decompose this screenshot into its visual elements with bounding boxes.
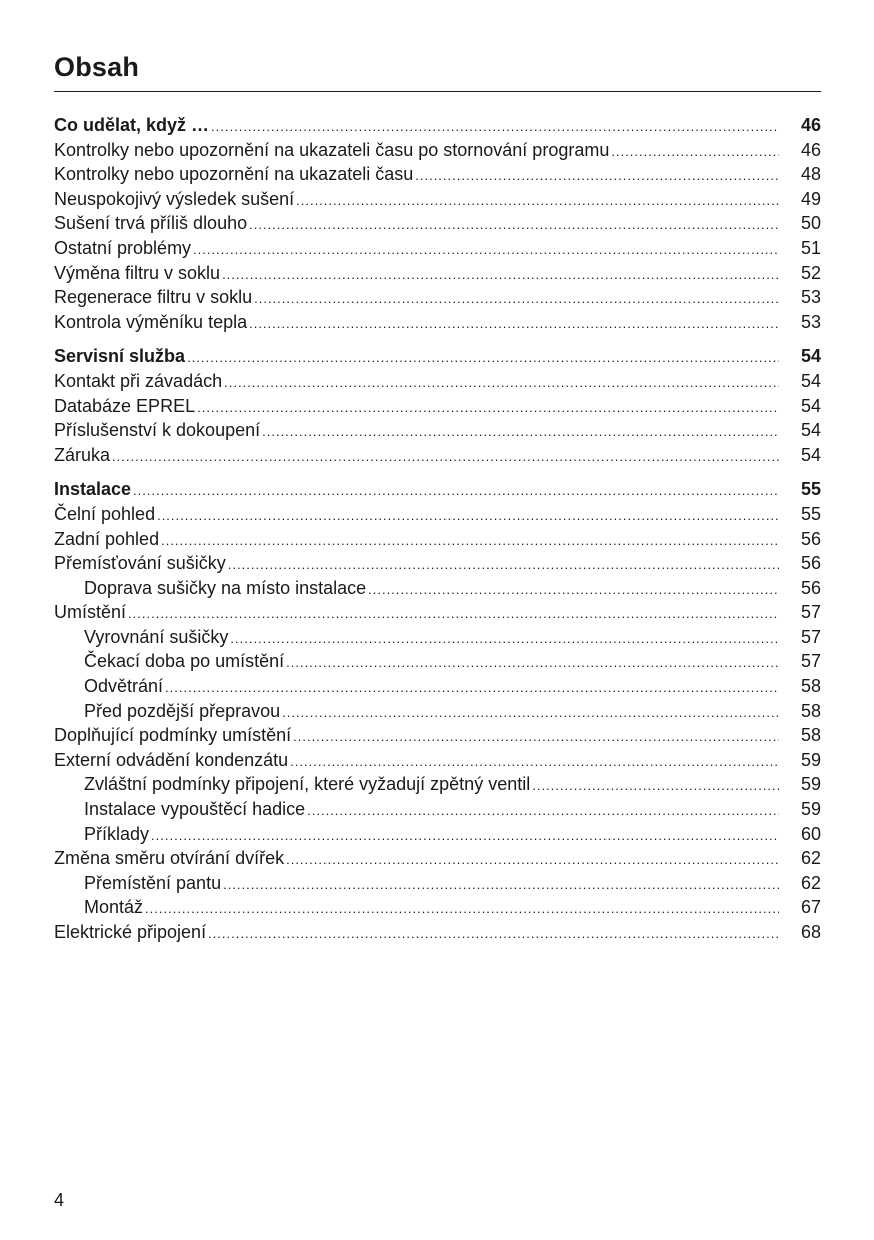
toc-entry[interactable] (54, 418, 821, 443)
toc-section (54, 477, 821, 944)
toc-entry[interactable] (54, 162, 821, 187)
toc-entry-page-number: 53 (800, 287, 821, 308)
toc-chapter-entry[interactable] (54, 477, 821, 502)
toc-entry-label: Instalace vypouštěcí hadice (84, 799, 306, 820)
page-number: 4 (54, 1190, 65, 1210)
dot-leader (368, 578, 779, 603)
toc-chapter-entry[interactable] (54, 344, 821, 369)
toc-entry-label: Doprava sušičky na místo instalace (84, 577, 367, 598)
toc-subentry[interactable] (54, 895, 821, 920)
toc-entry-label: Před pozdější přepravou (84, 700, 281, 721)
toc-chapter-entry[interactable] (54, 113, 821, 138)
toc-entry-label: Přemístění pantu (84, 872, 222, 893)
toc-entry[interactable] (54, 310, 821, 335)
toc-entry-label: Sušení trvá příliš dlouho (54, 213, 248, 234)
toc-entry-label: Záruka (54, 444, 111, 465)
toc-entry[interactable] (54, 846, 821, 871)
dot-leader (151, 824, 779, 849)
toc-entry-page-number: 58 (800, 700, 821, 721)
title-divider (54, 91, 821, 92)
toc-entry-page-number: 58 (800, 725, 821, 746)
toc-entry-label: Elektrické připojení (54, 922, 207, 942)
toc-entry[interactable] (54, 920, 821, 945)
toc-entry[interactable] (54, 261, 821, 286)
toc-entry[interactable] (54, 723, 821, 748)
toc-entry-label: Databáze EPREL (54, 395, 196, 416)
toc-entry-page-number: 57 (800, 626, 821, 647)
table-of-contents (54, 113, 821, 955)
dot-leader (187, 346, 779, 371)
toc-entry-page-number: 54 (800, 346, 821, 367)
toc-entry-label: Čelní pohled (54, 503, 156, 524)
toc-entry-label: Kontakt při závadách (54, 370, 223, 391)
toc-subentry[interactable] (54, 772, 821, 797)
dot-leader (228, 553, 779, 578)
toc-entry-page-number: 46 (800, 115, 821, 135)
toc-section (54, 344, 821, 467)
toc-entry-page-number: 59 (800, 749, 821, 770)
toc-entry-page-number: 56 (800, 528, 821, 549)
toc-subentry[interactable] (54, 576, 821, 601)
toc-entry[interactable] (54, 551, 821, 576)
toc-subentry[interactable] (54, 797, 821, 822)
toc-entry-label: Vyrovnání sušičky (84, 626, 229, 647)
dot-leader (415, 164, 779, 189)
toc-entry-label: Neuspokojivý výsledek sušení (54, 188, 295, 209)
dot-leader (262, 420, 779, 445)
toc-entry-page-number: 58 (800, 676, 821, 697)
toc-entry[interactable] (54, 187, 821, 212)
dot-leader (307, 799, 779, 824)
toc-entry-page-number: 55 (800, 503, 821, 524)
dot-leader (532, 774, 779, 799)
toc-entry[interactable] (54, 748, 821, 773)
toc-entry-page-number: 54 (800, 395, 821, 416)
toc-entry-page-number: 57 (800, 602, 821, 623)
dot-leader (165, 676, 779, 701)
dot-leader (249, 213, 779, 238)
dot-leader (145, 897, 779, 922)
dot-leader (286, 848, 779, 873)
toc-entry-page-number: 62 (800, 872, 821, 893)
dot-leader (230, 627, 779, 652)
toc-entry-page-number: 55 (800, 479, 821, 500)
toc-entry[interactable] (54, 369, 821, 394)
toc-entry[interactable] (54, 600, 821, 625)
toc-entry-page-number: 52 (800, 262, 821, 283)
toc-entry-page-number: 56 (800, 577, 821, 598)
toc-subentry[interactable] (54, 625, 821, 650)
dot-leader (112, 445, 779, 470)
toc-entry[interactable] (54, 443, 821, 468)
toc-entry-label: Výměna filtru v soklu (54, 262, 221, 283)
toc-subentry[interactable] (54, 822, 821, 847)
toc-entry-label: Doplňující podmínky umístění (54, 725, 292, 746)
toc-entry-page-number: 68 (800, 922, 821, 942)
toc-entry-page-number: 54 (800, 420, 821, 441)
toc-entry-page-number: 54 (800, 370, 821, 391)
toc-entry[interactable] (54, 394, 821, 419)
toc-entry[interactable] (54, 138, 821, 163)
dot-leader (161, 529, 779, 554)
toc-entry-label: Servisní služba (54, 346, 186, 367)
toc-entry-label: Umístění (54, 602, 127, 623)
dot-leader (197, 396, 779, 421)
toc-entry-page-number: 67 (800, 897, 821, 918)
toc-entry-label: Přemísťování sušičky (54, 553, 226, 574)
toc-entry-page-number: 54 (800, 444, 821, 465)
dot-leader (128, 602, 779, 627)
dot-leader (296, 189, 779, 214)
toc-entry-page-number: 51 (800, 237, 821, 258)
dot-leader (249, 312, 779, 337)
toc-entry-label: Zadní pohled (54, 528, 160, 549)
toc-entry-label: Změna směru otvírání dvířek (54, 848, 285, 869)
toc-subentry[interactable] (54, 871, 821, 896)
dot-leader (133, 479, 779, 504)
toc-entry[interactable] (54, 285, 821, 310)
toc-subentry[interactable] (54, 649, 821, 674)
dot-leader (293, 725, 779, 750)
toc-entry-label: Příslušenství k dokoupení (54, 420, 261, 441)
toc-entry[interactable] (54, 211, 821, 236)
toc-section (54, 113, 821, 334)
toc-entry-label: Regenerace filtru v soklu (54, 287, 253, 308)
toc-entry-label: Příklady (84, 823, 150, 844)
toc-entry-page-number: 60 (800, 823, 821, 844)
toc-subentry[interactable] (54, 674, 821, 699)
toc-subentry[interactable] (54, 699, 821, 724)
toc-entry-page-number: 49 (800, 188, 821, 209)
dot-leader (290, 750, 779, 775)
toc-entry-page-number: 56 (800, 553, 821, 574)
toc-entry-label: Co udělat, když … (54, 115, 210, 135)
toc-entry-label: Kontrola výměníku tepla (54, 311, 248, 332)
toc-entry[interactable] (54, 502, 821, 527)
dot-leader (208, 922, 779, 947)
toc-entry-label: Odvětrání (84, 676, 164, 697)
toc-entry-label: Montáž (84, 897, 144, 918)
toc-entry-page-number: 50 (800, 213, 821, 234)
dot-leader (282, 701, 779, 726)
toc-entry-label: Zvláštní podmínky připojení, které vyžadují zpětný ventil (84, 774, 531, 795)
toc-entry-label: Instalace (54, 479, 132, 500)
toc-entry-page-number: 59 (800, 774, 821, 795)
toc-entry[interactable] (54, 527, 821, 552)
dot-leader (254, 287, 779, 312)
toc-entry-page-number: 48 (800, 164, 821, 185)
toc-entry-label: Kontrolky nebo upozornění na ukazateli času po stornování programu (54, 139, 610, 160)
dot-leader (611, 140, 779, 165)
dot-leader (223, 873, 779, 898)
dot-leader (286, 651, 779, 676)
toc-entry-label: Kontrolky nebo upozornění na ukazateli času (54, 164, 414, 185)
toc-entry-label: Čekací doba po umístění (84, 651, 285, 672)
toc-entry-label: Externí odvádění kondenzátu (54, 749, 289, 770)
dot-leader (222, 263, 779, 288)
dot-leader (224, 371, 779, 396)
dot-leader (211, 115, 779, 140)
page-title: Obsah (54, 52, 140, 82)
toc-entry-page-number: 57 (800, 651, 821, 672)
toc-entry-page-number: 53 (800, 311, 821, 332)
toc-entry-page-number: 59 (800, 799, 821, 820)
toc-entry-page-number: 62 (800, 848, 821, 869)
dot-leader (193, 238, 779, 263)
toc-entry-label: Ostatní problémy (54, 237, 192, 258)
toc-entry[interactable] (54, 236, 821, 261)
toc-entry-page-number: 46 (800, 139, 821, 160)
dot-leader (157, 504, 779, 529)
